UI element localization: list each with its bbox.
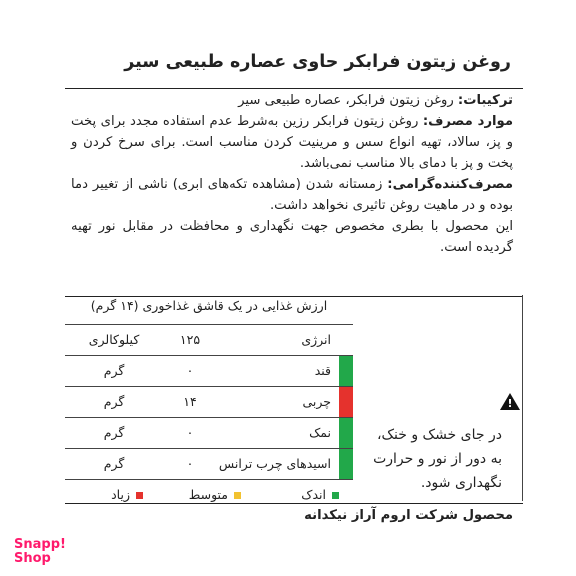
storage-instructions: در جای خشک و خنک، به دور از نور و حرارت نگهداری شود. bbox=[373, 427, 502, 491]
snapp-shop-logo bbox=[14, 538, 66, 566]
level-legend bbox=[65, 480, 353, 510]
nutrition-row-fat bbox=[65, 387, 353, 418]
nutrition-title: ارزش غذایی در یک قاشق غذاخوری (۱۴ گرم) bbox=[65, 290, 353, 325]
consumer-text: زمستانه شدن (مشاهده تکه‌های ابری) ناشی از تغییر دما بوده و در ماهیت روغن تاثیری نخواهد داشت. bbox=[71, 177, 513, 213]
usage-line bbox=[71, 111, 513, 174]
usage-text: روغن زیتون فرابکر رزین به‌شرط عدم استفاده مجدد برای پخت و پز، سالاد، تهیه انواع سس و مرینیت کردن مناسب است. برای سرخ کردن و پخت و پز با دمای بالا مناسب نمی‌باشد. bbox=[71, 114, 513, 171]
nutrient-name: چربی bbox=[302, 394, 331, 409]
nutrient-unit: گرم bbox=[103, 456, 125, 471]
level-indicator bbox=[339, 387, 353, 417]
consumer-line bbox=[71, 174, 513, 216]
product-title: روغن زیتون فرابکر حاوی عصاره طبیعی سیر bbox=[124, 52, 511, 72]
legend-swatch bbox=[332, 492, 339, 499]
logo-line1: Snapp! bbox=[14, 537, 66, 552]
level-indicator bbox=[339, 418, 353, 448]
ingredients-text: روغن زیتون فرابکر، عصاره طبیعی سیر bbox=[238, 93, 458, 108]
legend-swatch bbox=[136, 492, 143, 499]
nutrition-row-trans-fat bbox=[65, 449, 353, 480]
nutrition-table bbox=[65, 290, 353, 510]
nutrient-name: نمک bbox=[309, 425, 331, 440]
title-divider bbox=[65, 88, 523, 89]
nutrient-value: ۱۴ bbox=[183, 394, 197, 409]
ingredients-line bbox=[71, 90, 513, 111]
bottom-divider bbox=[65, 503, 523, 504]
nutrient-unit: کیلوکالری bbox=[88, 332, 140, 347]
legend-swatch bbox=[234, 492, 241, 499]
legend-item-low: اندک bbox=[301, 480, 339, 510]
nutrient-value: ۰ bbox=[186, 456, 194, 471]
consumer-label: مصرف‌کننده‌گرامی: bbox=[387, 177, 513, 192]
nutrient-value: ۰ bbox=[186, 363, 194, 378]
nutrition-row-energy bbox=[65, 325, 353, 356]
level-indicator bbox=[339, 356, 353, 386]
manufacturer-line: محصول شرکت اروم آراز نیکدانه bbox=[304, 508, 513, 523]
nutrient-name: قند bbox=[314, 363, 331, 378]
nutrition-row-salt bbox=[65, 418, 353, 449]
level-indicator bbox=[339, 325, 353, 355]
nutrient-name: انرژی bbox=[301, 332, 331, 347]
logo-line2: Shop bbox=[14, 551, 51, 566]
storage-panel: ! در جای خشک و خنک، به دور از نور و حرارت نگهداری شود. bbox=[352, 295, 523, 501]
product-label-card bbox=[65, 40, 523, 532]
legend-item-medium: متوسط bbox=[189, 480, 241, 510]
nutrient-unit: گرم bbox=[103, 425, 125, 440]
packaging-note: این محصول با بطری مخصوص جهت نگهداری و محافظت در مقابل نور تهیه گردیده است. bbox=[71, 219, 513, 255]
level-indicator bbox=[339, 449, 353, 479]
ingredients-label: ترکیبات: bbox=[457, 93, 513, 108]
legend-item-high: زیاد bbox=[111, 480, 143, 510]
nutrient-name: اسیدهای چرب ترانس bbox=[218, 456, 331, 471]
nutrient-value: ۱۲۵ bbox=[179, 332, 201, 347]
description-block bbox=[71, 90, 513, 258]
nutrient-unit: گرم bbox=[103, 363, 125, 378]
nutrient-unit: گرم bbox=[103, 394, 125, 409]
usage-label: موارد مصرف: bbox=[422, 114, 513, 129]
nutrient-value: ۰ bbox=[186, 425, 194, 440]
nutrition-row-sugar bbox=[65, 356, 353, 387]
